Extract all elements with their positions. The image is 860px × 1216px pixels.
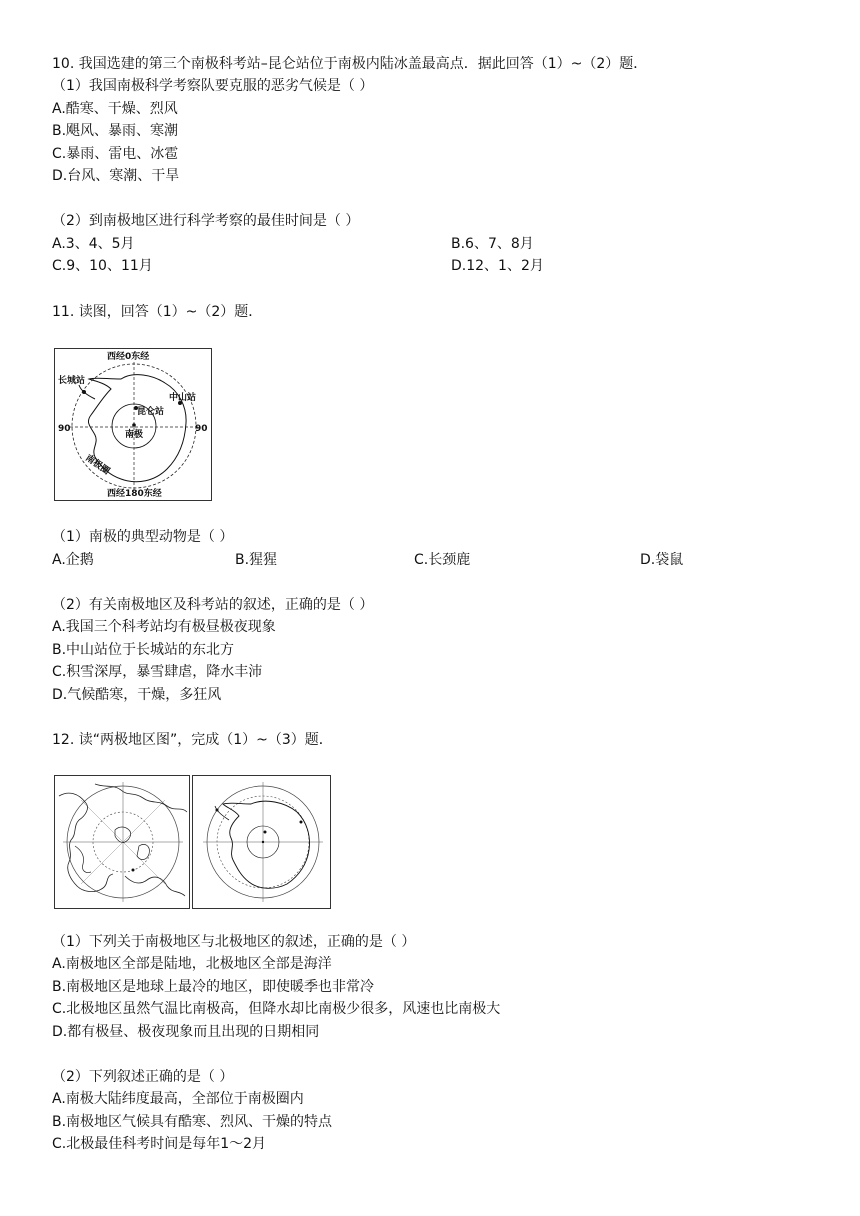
- antarctic-small-map: [192, 775, 331, 909]
- q11-sub2-option-a: A.我国三个科考站均有极昼极夜现象: [52, 619, 276, 635]
- q10-sub1-option-c: C.暴雨、雷电、冰雹: [52, 146, 179, 162]
- q11-sub2-option-c: C.积雪深厚，暴雪肆虐，降水丰沛: [52, 664, 263, 680]
- q12-sub2-option-b: B.南极地区气候具有酷寒、烈风、干燥的特点: [52, 1114, 333, 1130]
- q10-sub2-option-b: B.6、7、8月: [451, 236, 534, 252]
- map-label-left: 90: [58, 424, 71, 434]
- small-zhongshan-dot: [300, 821, 303, 824]
- q10-stem: 10. 我国选建的第三个南极科考站–昆仑站位于南极内陆冰盖最高点．据此回答（1）~（2）题．: [52, 56, 648, 72]
- antarctica-map: [54, 348, 212, 501]
- great-wall-station-dot: [82, 390, 86, 394]
- q10-sub1-question: （1）我国南极科学考察队要克服的恶劣气候是（ ）: [52, 78, 374, 94]
- q11-sub2-option-d: D.气候酷寒，干燥，多狂风: [52, 687, 222, 703]
- map-label-zhongshan: 中山站: [169, 393, 197, 403]
- q10-sub2-option-d: D.12、1、2月: [451, 258, 544, 274]
- arctic-station-dot: [132, 869, 135, 872]
- map-label-bottom: 西经180东经: [107, 489, 162, 499]
- q11-sub1-option-a: A.企鹅: [52, 552, 94, 568]
- q12-sub1-option-d: D.都有极昼、极夜现象而且出现的日期相同: [52, 1024, 320, 1040]
- south-pole-dot: [132, 423, 136, 427]
- q10-sub2-option-c: C.9、10、11月: [52, 258, 153, 274]
- small-kunlun-dot: [264, 831, 267, 834]
- q11-sub1-option-b: B.猩猩: [235, 552, 278, 568]
- q10-sub1-option-b: B.飓风、暴雨、寒潮: [52, 123, 179, 139]
- map-label-right: 90: [195, 424, 208, 434]
- q12-sub1-question: （1）下列关于南极地区与北极地区的叙述，正确的是（ ）: [52, 934, 416, 950]
- q12-stem: 12. 读“两极地区图”，完成（1）~（3）题．: [52, 732, 333, 748]
- map-label-great-wall: 长城站: [58, 376, 86, 386]
- map-label-top: 西经0东经: [107, 352, 150, 362]
- q11-sub1-option-c: C.长颈鹿: [414, 552, 471, 568]
- map-label-circle: 南极圈: [83, 453, 112, 477]
- q11-stem: 11. 读图，回答（1）~（2）题．: [52, 304, 263, 320]
- q12-sub1-option-a: A.南极地区全部是陆地，北极地区全部是海洋: [52, 956, 332, 972]
- q12-sub1-option-b: B.南极地区是地球上最冷的地区，即使暖季也非常冷: [52, 979, 375, 995]
- map-label-pole: 南极: [125, 430, 144, 440]
- q11-sub1-question: （1）南极的典型动物是（ ）: [52, 529, 234, 545]
- small-great-wall-dot: [216, 809, 219, 812]
- q12-sub1-option-c: C.北极地区虽然气温比南极高，但降水却比南极少很多，风速也比南极大: [52, 1001, 501, 1017]
- q12-sub2-option-c: C.北极最佳科考时间是每年1～2月: [52, 1136, 267, 1152]
- q11-sub2-option-b: B.中山站位于长城站的东北方: [52, 642, 235, 658]
- arctic-map: [54, 775, 190, 909]
- map-label-kunlun: 昆仑站: [137, 407, 165, 417]
- q12-sub2-option-a: A.南极大陆纬度最高，全部位于南极圈内: [52, 1091, 304, 1107]
- q10-sub1-option-a: A.酷寒、干燥、烈风: [52, 101, 178, 117]
- q11-sub1-option-d: D.袋鼠: [640, 552, 684, 568]
- q11-sub2-question: （2）有关南极地区及科考站的叙述，正确的是（ ）: [52, 597, 374, 613]
- q12-sub2-question: （2）下列叙述正确的是（ ）: [52, 1069, 234, 1085]
- q10-sub2-option-a: A.3、4、5月: [52, 236, 135, 252]
- q10-sub2-question: （2）到南极地区进行科学考察的最佳时间是（ ）: [52, 213, 360, 229]
- small-pole-dot: [262, 841, 264, 843]
- q10-sub1-option-d: D.台风、寒潮、干旱: [52, 168, 180, 184]
